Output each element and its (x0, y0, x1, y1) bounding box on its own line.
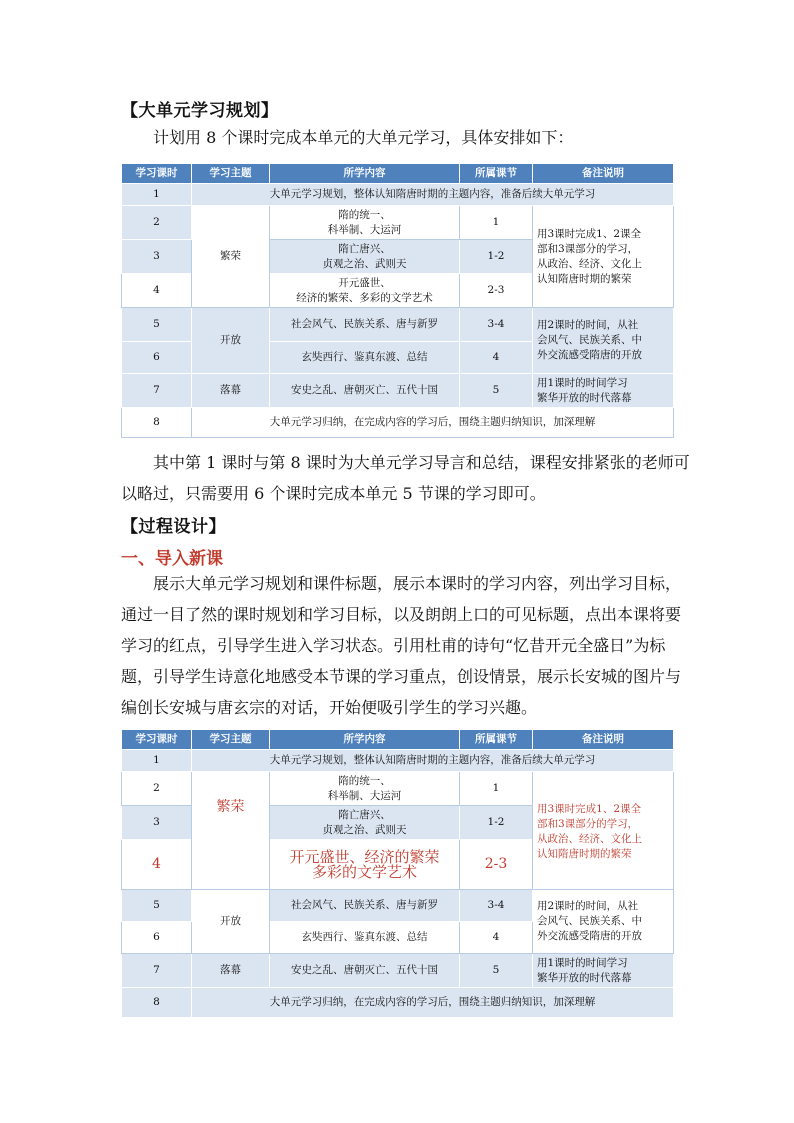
theme-cell: 繁荣 (192, 206, 270, 308)
plan-table-1 (121, 163, 674, 438)
period-cell: 6 (122, 922, 192, 954)
content-line: 隋的统一、 (338, 774, 391, 787)
content-line: 隋亡唐兴、 (338, 808, 391, 821)
header-theme: 学习主题 (192, 730, 270, 750)
lesson-cell: 4 (460, 922, 533, 954)
theme-cell: 开放 (192, 308, 270, 374)
content-cell: 社会风气、民族关系、唐与新罗 (270, 308, 460, 342)
header-lesson: 所属课节 (460, 730, 533, 750)
header-period: 学习课时 (122, 730, 192, 750)
table-row (122, 772, 674, 806)
header-notes: 备注说明 (533, 164, 674, 184)
content-cell: 大单元学习规划，整体认知隋唐时期的主题内容，准备后续大单元学习 (192, 184, 674, 206)
table-row (122, 988, 674, 1018)
plan-table-2 (121, 729, 674, 1018)
period-cell: 4 (122, 840, 192, 890)
intro-line: 题，引导学生诗意化地感受本节课的学习重点，创设情景，展示长安城的图片与 (121, 667, 682, 686)
note-line: 外交流感受隋唐的开放 (537, 349, 642, 361)
lesson-cell: 1 (460, 206, 533, 240)
intro-line: 学习的红点，引导学生进入学习状态。引用杜甫的诗句“忆昔开元全盛日”为标 (121, 636, 666, 655)
lesson-cell: 5 (460, 954, 533, 988)
intro-line: 通过一目了然的课时规划和学习目标，以及朗朗上口的可见标题，点出本课将要 (121, 605, 682, 624)
note-line: 会风气、民族关系、中 (537, 334, 642, 346)
table-row (122, 308, 674, 342)
note-line: 外交流感受隋唐的开放 (537, 930, 642, 942)
content-line: 贞观之治、武则天 (322, 823, 407, 836)
content-cell: 玄奘西行、鉴真东渡、总结 (270, 922, 460, 954)
intro-paragraph (121, 568, 682, 723)
lesson-cell: 1-2 (460, 240, 533, 274)
header-content: 所学内容 (270, 730, 460, 750)
period-cell: 2 (122, 206, 192, 240)
period-cell: 3 (122, 240, 192, 274)
table-row (122, 184, 674, 206)
notes-cell (533, 890, 674, 954)
summary-line: 以略过，只需要用 6 个课时完成本单元 5 节课的学习即可。 (121, 484, 546, 503)
note-line: 用3课时完成1、2课全 (537, 803, 642, 815)
note-line: 用2课时的时间，从社 (537, 900, 639, 912)
note-line: 认知隋唐时期的繁荣 (537, 848, 632, 860)
subheading-intro: 一、导入新课 (121, 549, 223, 569)
period-cell: 2 (122, 772, 192, 806)
table-header-row (122, 164, 674, 184)
content-cell: 大单元学习归纳，在完成内容的学习后，围绕主题归纳知识，加深理解 (192, 988, 674, 1018)
note-line: 繁华开放的时代落幕 (537, 971, 632, 984)
theme-cell: 落幕 (192, 374, 270, 408)
plan-intro-text: 计划用 8 个课时完成本单元的大单元学习，具体安排如下： (153, 128, 574, 147)
content-cell: 安史之乱、唐朝灭亡、五代十国 (270, 374, 460, 408)
intro-line: 编创长安城与唐玄宗的对话，开始便吸引学生的学习兴趣。 (121, 698, 538, 717)
lesson-cell: 3-4 (460, 308, 533, 342)
note-line: 部和3课部分的学习， (537, 818, 639, 830)
period-cell: 3 (122, 806, 192, 840)
note-line: 从政治、经济、文化上 (537, 833, 642, 845)
table-row (122, 374, 674, 408)
content-line: 隋亡唐兴、 (338, 242, 391, 255)
lesson-cell: 5 (460, 374, 533, 408)
table-row (122, 408, 674, 438)
note-line: 用3课时完成1、2课全 (537, 227, 642, 240)
content-cell: 大单元学习规划，整体认知隋唐时期的主题内容，准备后续大单元学习 (192, 750, 674, 772)
header-theme: 学习主题 (192, 164, 270, 184)
notes-cell (533, 374, 674, 408)
notes-cell (533, 308, 674, 374)
table-row (122, 890, 674, 922)
period-cell: 4 (122, 274, 192, 308)
theme-cell: 落幕 (192, 954, 270, 988)
content-cell: 玄奘西行、鉴真东渡、总结 (270, 342, 460, 374)
content-line: 贞观之治、武则天 (322, 257, 407, 270)
table-header-row (122, 730, 674, 750)
note-line: 认知隋唐时期的繁荣 (537, 272, 632, 285)
content-cell (270, 206, 460, 240)
period-cell: 7 (122, 374, 192, 408)
period-cell: 7 (122, 954, 192, 988)
period-cell: 5 (122, 890, 192, 922)
section-heading-plan: 【大单元学习规划】 (121, 101, 279, 121)
notes-cell (533, 954, 674, 988)
header-period: 学习课时 (122, 164, 192, 184)
note-line: 部和3课部分的学习， (537, 242, 639, 255)
content-line: 经济的繁荣、多彩的文学艺术 (296, 291, 433, 304)
content-cell (270, 240, 460, 274)
content-line: 开元盛世、 (338, 276, 391, 289)
note-line: 会风气、民族关系、中 (537, 915, 642, 927)
table-row (122, 954, 674, 988)
period-cell: 8 (122, 988, 192, 1018)
content-cell: 安史之乱、唐朝灭亡、五代十国 (270, 954, 460, 988)
lesson-cell: 1 (460, 772, 533, 806)
notes-cell (533, 206, 674, 308)
content-cell (270, 274, 460, 308)
lesson-cell: 4 (460, 342, 533, 374)
summary-paragraph (121, 447, 690, 509)
table-row (122, 750, 674, 772)
content-line: 开元盛世、经济的繁荣 (289, 847, 440, 866)
plan-intro (121, 122, 677, 153)
section-heading-process: 【过程设计】 (121, 517, 226, 537)
lesson-cell: 2-3 (460, 274, 533, 308)
header-notes: 备注说明 (533, 730, 674, 750)
period-cell: 1 (122, 750, 192, 772)
content-line: 科举制、大运河 (327, 223, 402, 236)
period-cell: 1 (122, 184, 192, 206)
content-cell (270, 840, 460, 890)
note-line: 用1课时的时间学习 (537, 376, 628, 389)
content-line: 科举制、大运河 (327, 789, 402, 802)
content-line: 隋的统一、 (338, 208, 391, 221)
note-line: 繁华开放的时代落幕 (537, 391, 632, 404)
note-line: 从政治、经济、文化上 (537, 257, 642, 270)
notes-cell-highlight (533, 772, 674, 890)
content-cell: 大单元学习归纳，在完成内容的学习后，围绕主题归纳知识，加深理解 (192, 408, 674, 438)
content-cell: 社会风气、民族关系、唐与新罗 (270, 890, 460, 922)
content-cell (270, 806, 460, 840)
period-cell: 6 (122, 342, 192, 374)
note-line: 用1课时的时间学习 (537, 956, 628, 969)
content-line: 多彩的文学艺术 (311, 862, 417, 881)
period-cell: 8 (122, 408, 192, 438)
intro-line: 展示大单元学习规划和课件标题，展示本课时的学习内容，列出学习目标， (153, 574, 682, 593)
table-row (122, 206, 674, 240)
summary-line: 其中第 1 课时与第 8 课时为大单元学习导言和总结，课程安排紧张的老师可 (153, 453, 690, 472)
note-line: 用2课时的时间，从社 (537, 319, 639, 331)
period-cell: 5 (122, 308, 192, 342)
content-cell (270, 772, 460, 806)
lesson-cell: 1-2 (460, 806, 533, 840)
theme-cell: 开放 (192, 890, 270, 954)
header-content: 所学内容 (270, 164, 460, 184)
lesson-cell: 3-4 (460, 890, 533, 922)
header-lesson: 所属课节 (460, 164, 533, 184)
theme-cell-highlight: 繁荣 (192, 772, 270, 890)
lesson-cell: 2-3 (460, 840, 533, 890)
